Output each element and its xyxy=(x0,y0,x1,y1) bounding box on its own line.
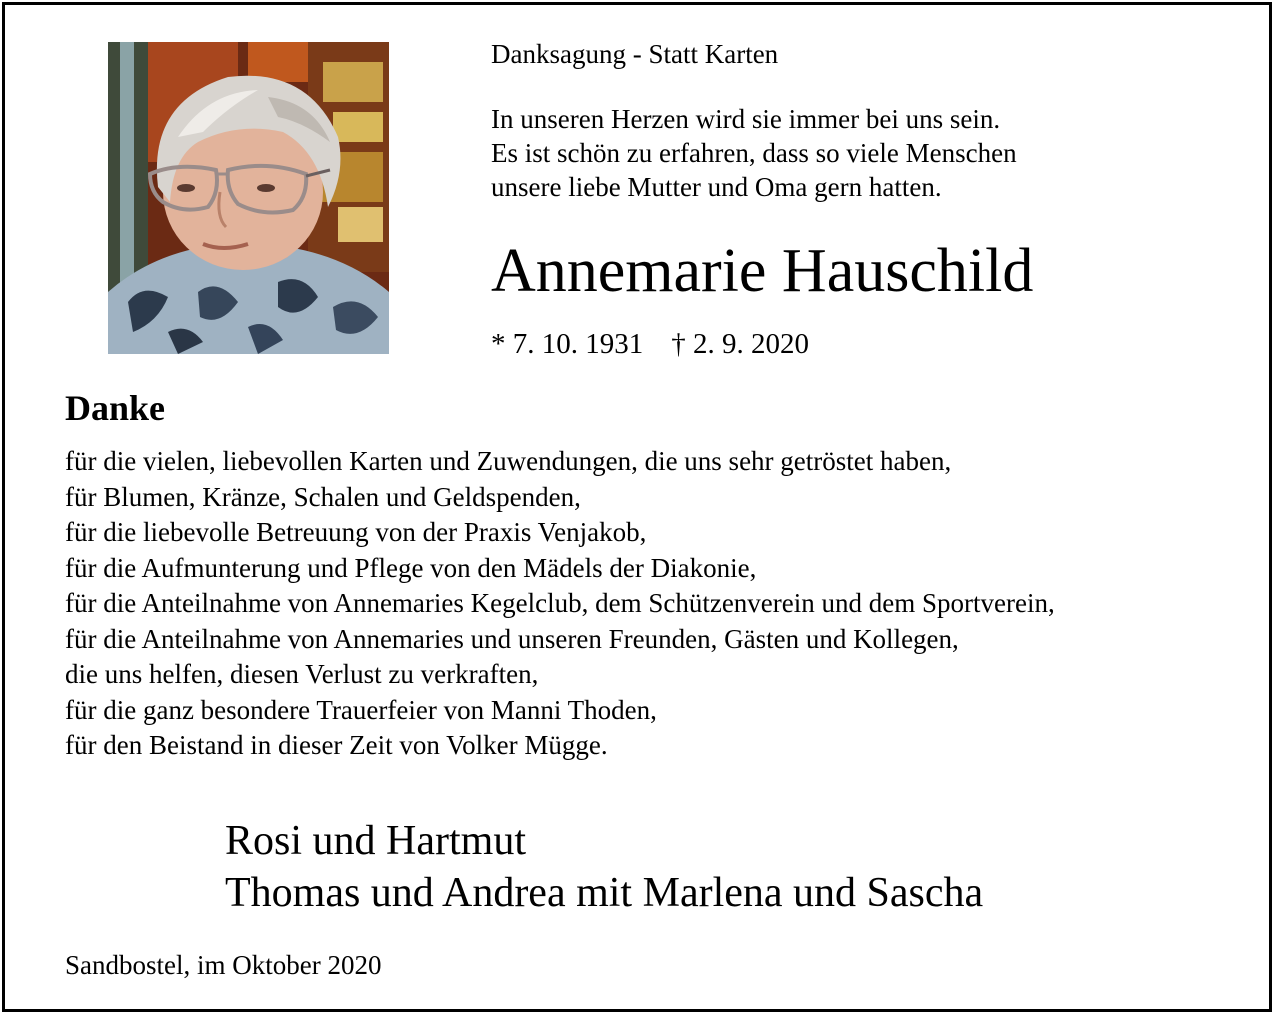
memorial-verse xyxy=(491,102,1017,204)
death-date: † 2. 9. 2020 xyxy=(671,328,809,360)
verse-line: In unseren Herzen wird sie immer bei uns sein. xyxy=(491,104,1001,134)
birth-date: * 7. 10. 1931 xyxy=(491,328,644,360)
thanks-line: die uns helfen, diesen Verlust zu verkraften, xyxy=(65,659,539,689)
thanks-list xyxy=(65,444,1055,764)
thanks-line: für die Aufmunterung und Pflege von den Mädels der Diakonie, xyxy=(65,552,757,583)
thanks-line: für die liebevolle Betreuung von der Praxis Venjakob, xyxy=(65,517,647,547)
thanks-line: für die Anteilnahme von Annemaries und unseren Freunden, Gästen und Kollegen, xyxy=(65,623,959,654)
thanks-line: für die ganz besondere Trauerfeier von Manni Thoden, xyxy=(65,694,657,725)
portrait-photo xyxy=(108,42,389,354)
notice-intro-title: Danksagung - Statt Karten xyxy=(491,39,779,69)
verse-line: Es ist schön zu erfahren, dass so viele Menschen xyxy=(491,138,1017,168)
thanks-line: für Blumen, Kränze, Schalen und Geldspenden, xyxy=(65,481,581,512)
signer-line: Rosi und Hartmut xyxy=(225,818,526,864)
place-and-date: Sandbostel, im Oktober 2020 xyxy=(65,950,382,980)
thanks-line: für die vielen, liebevollen Karten und Zuwendungen, die uns sehr getröstet haben, xyxy=(65,446,952,476)
thanks-line: für den Beistand in dieser Zeit von Volker Mügge. xyxy=(65,730,608,760)
signer-line: Thomas und Andrea mit Marlena und Sascha xyxy=(225,870,984,916)
thanks-heading: Danke xyxy=(65,388,166,428)
deceased-name: Annemarie Hauschild xyxy=(491,237,1034,305)
family-signers xyxy=(225,815,983,919)
life-dates xyxy=(491,326,809,362)
thanks-line: für die Anteilnahme von Annemaries Kegelclub, dem Schützenverein und dem Sportverein, xyxy=(65,588,1055,618)
verse-line: unsere liebe Mutter und Oma gern hatten. xyxy=(491,172,942,202)
